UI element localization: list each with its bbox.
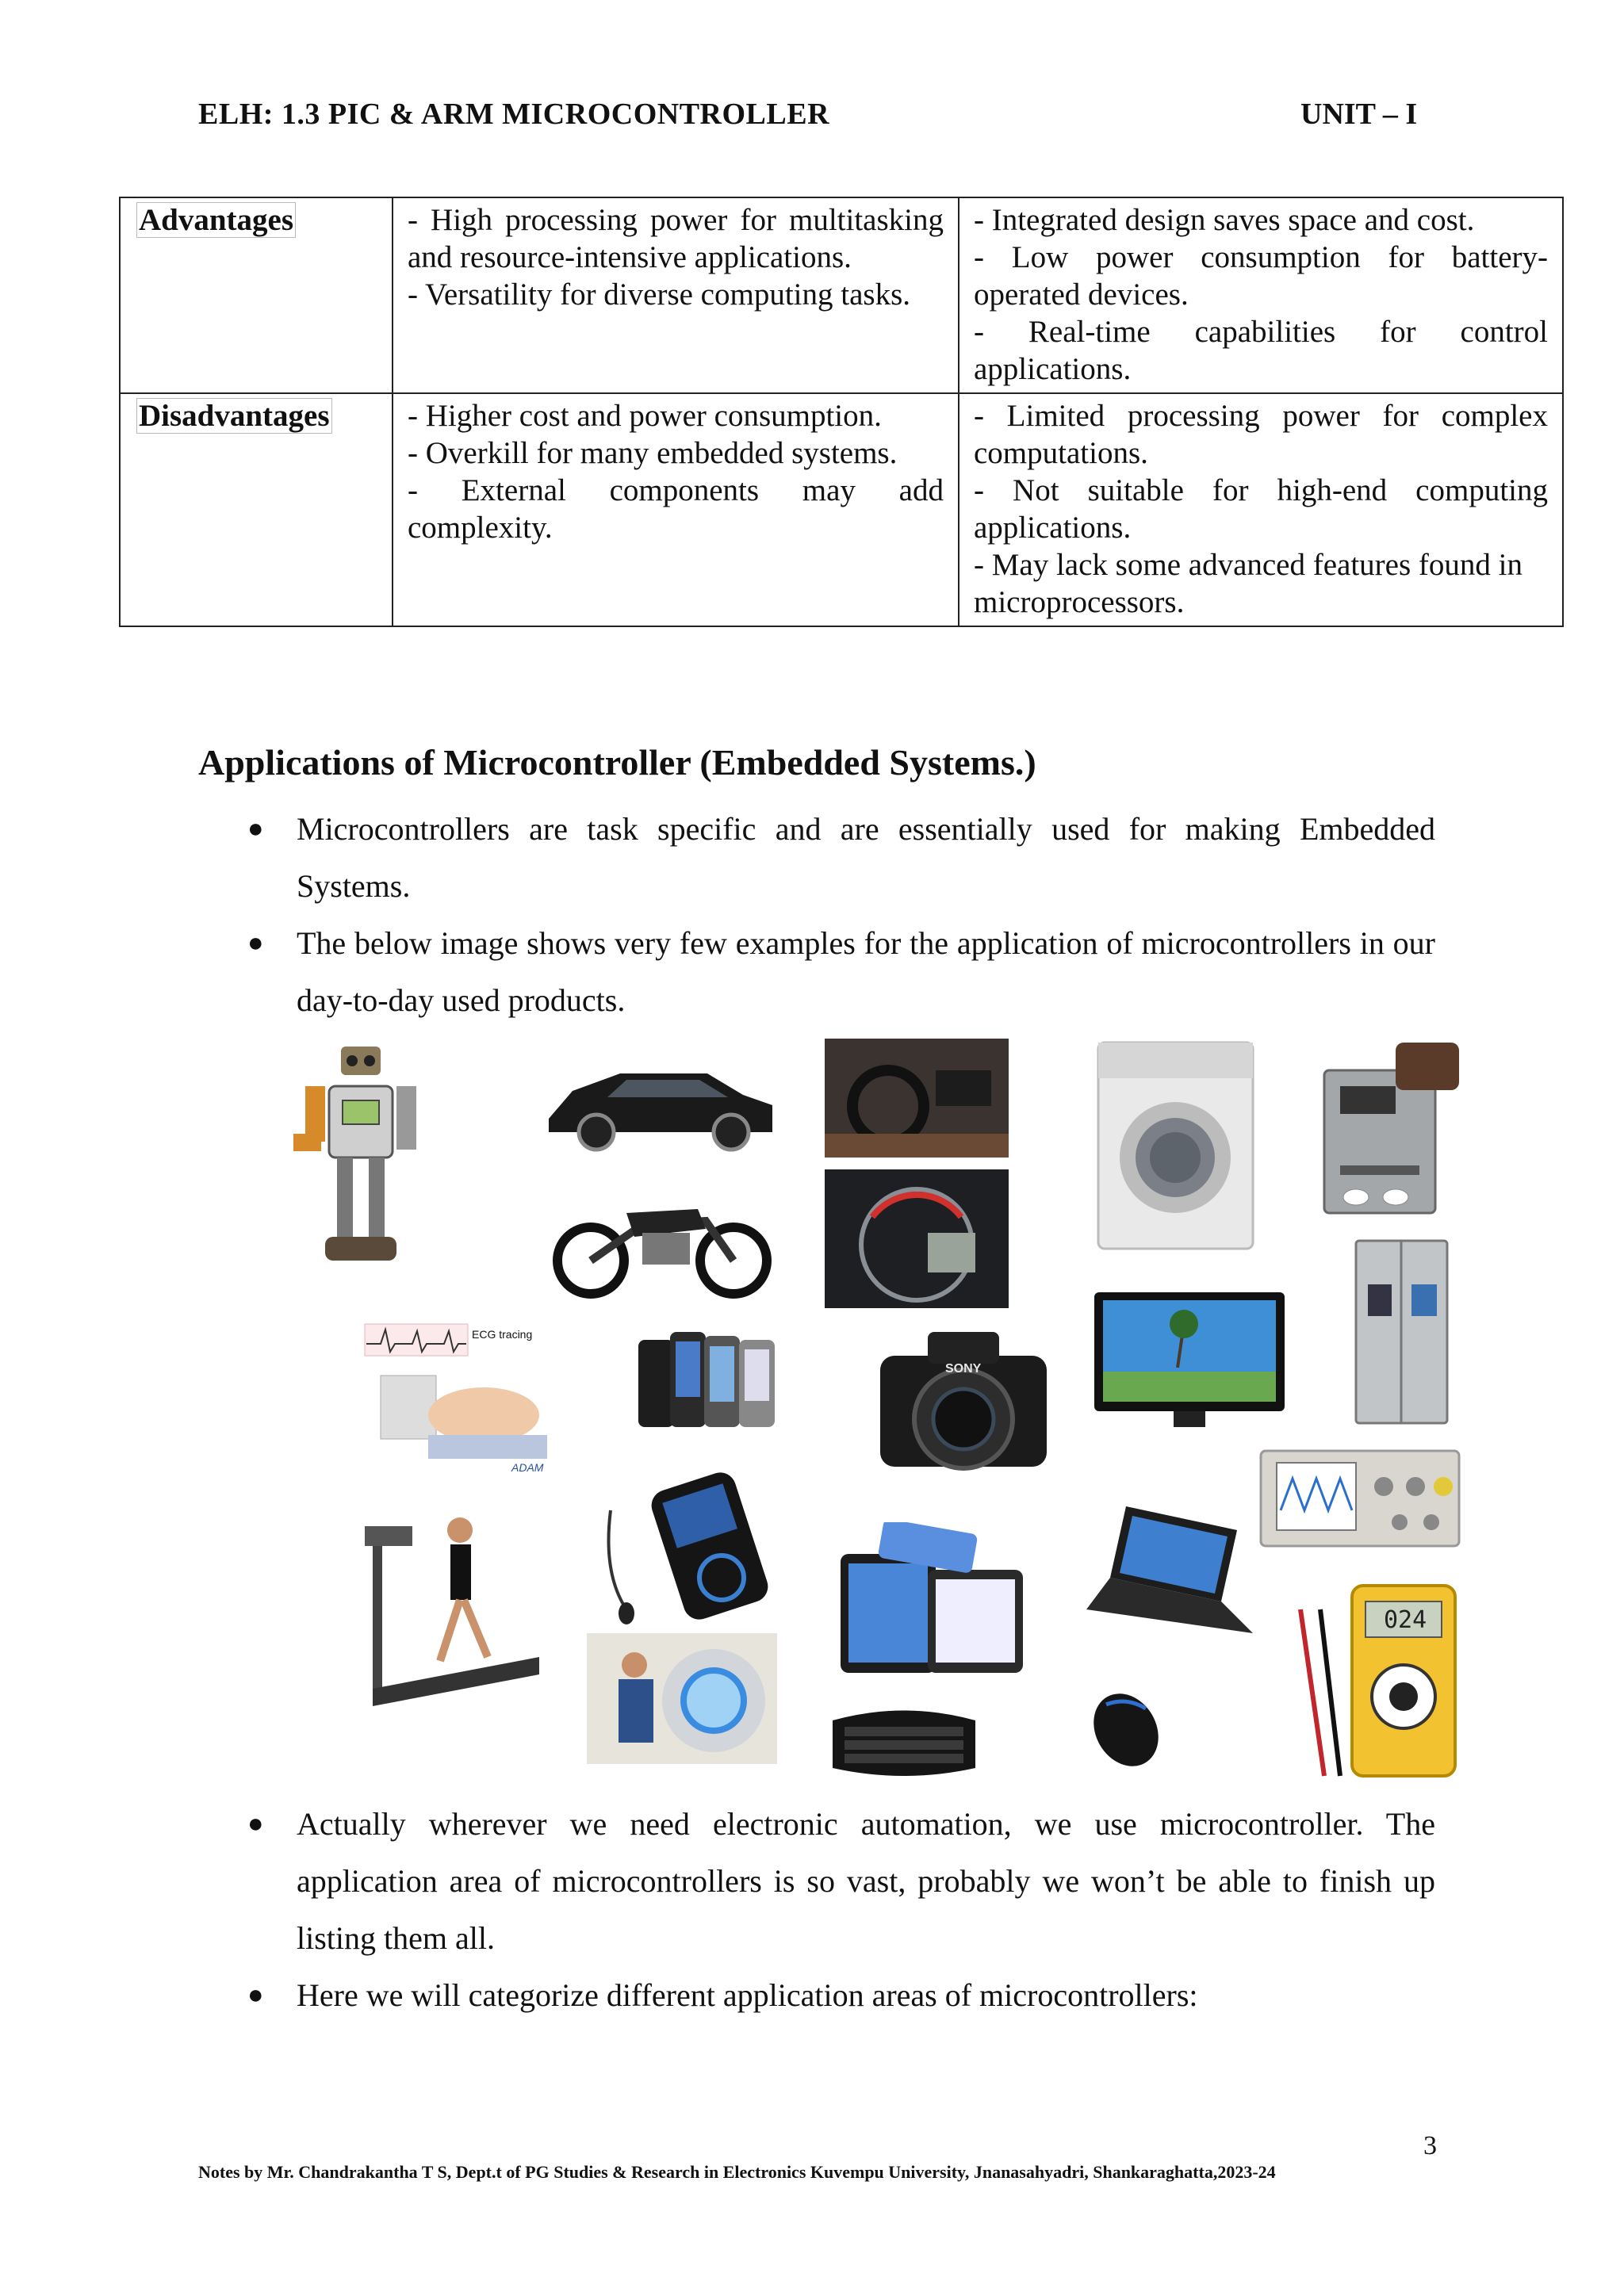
mp3-player-image [595, 1463, 785, 1629]
table-line: microprocessors. [974, 585, 1185, 619]
ecg-patient-image [357, 1320, 555, 1479]
list-item: ● Here we will categorize different application areas of microcontrollers: [198, 1967, 1435, 2024]
adam-logo: ADAM [511, 1461, 544, 1474]
row-label-disadvantages: Disadvantages [120, 393, 393, 626]
bullet-icon: ● [247, 814, 264, 844]
table-line: operated devices. [974, 277, 1189, 312]
applications-collage [285, 1031, 1491, 1792]
list-item: ● The below image shows very few examples for the application of microcontrollers in our day-to-day used products. [198, 915, 1435, 1029]
table-line: - Not suitable for high-end computing [974, 473, 1548, 507]
table-line: - High processing power for multitasking [408, 203, 944, 237]
motorcycle-image [547, 1169, 777, 1304]
cell-microcontroller-advantages [959, 197, 1563, 393]
table-line: and resource-intensive applications. [408, 240, 852, 274]
oscilloscope-image [1257, 1447, 1463, 1550]
multimeter-image [1277, 1578, 1467, 1784]
bullet-list-bottom [198, 1796, 1435, 2024]
table-row-advantages [120, 197, 1563, 393]
treadmill-image [349, 1498, 547, 1712]
mri-scanner-image [587, 1633, 777, 1764]
table-line: - Limited processing power for complex [974, 399, 1548, 433]
table-line: - Versatility for diverse computing tasks. [408, 277, 910, 312]
tablets-image [833, 1522, 1039, 1681]
bullet-icon: ● [247, 1809, 264, 1839]
comparison-table [119, 197, 1564, 627]
cell-microprocessor-disadvantages [393, 393, 959, 626]
footer-note: Notes by Mr. Chandrakantha T S, Dept.t of PG Studies & Research in Electronics Kuvempu University, Jnanasahyadri, Shankaraghatta,2023-24 [198, 2162, 1276, 2182]
table-line: - Overkill for many embedded systems. [408, 436, 898, 470]
ecg-label: ECG tracing [472, 1328, 533, 1341]
multimeter-display: 024 [1384, 1606, 1427, 1634]
table-line: applications. [974, 511, 1132, 545]
list-item: ● Microcontrollers are task specific and are essentially used for making Embedded Systems. [198, 801, 1435, 915]
table-line: - Low power consumption for battery- [974, 240, 1548, 274]
camera-brand-label: SONY [945, 1362, 982, 1376]
washing-machine-image [1094, 1039, 1257, 1253]
table-line: - Real-time capabilities for control [974, 315, 1548, 349]
coffee-machine-image [1308, 1039, 1467, 1221]
car-dashboard-image [825, 1039, 1009, 1158]
table-line: computations. [974, 436, 1148, 470]
table-line: applications. [974, 352, 1132, 386]
keyboard-image [825, 1697, 983, 1784]
bullet-list-top [198, 801, 1435, 1029]
row-label-advantages: Advantages [120, 197, 393, 393]
table-line: complexity. [408, 511, 553, 545]
header-unit: UNIT – I [1300, 98, 1418, 131]
list-item: ● Actually wherever we need electronic automation, we use microcontroller. The application area of microcontrollers is so vast, probably we won’t be able to finish up listing them all. [198, 1796, 1435, 1967]
refrigerator-image [1352, 1237, 1451, 1427]
table-line: - External components may add [408, 473, 944, 507]
laptop-image [1078, 1498, 1261, 1657]
section-heading: Applications of Microcontroller (Embedded Systems.) [198, 742, 1036, 783]
bullet-icon: ● [247, 928, 264, 958]
mobile-phones-image [634, 1324, 781, 1443]
cell-microprocessor-advantages [393, 197, 959, 393]
table-line: - Integrated design saves space and cost. [974, 203, 1475, 237]
table-line: - May lack some advanced features found in [974, 548, 1522, 582]
header-course-title: ELH: 1.3 PIC & ARM MICROCONTROLLER [198, 98, 830, 131]
car-image [541, 1043, 779, 1162]
table-row-disadvantages [120, 393, 1563, 626]
robot-image [293, 1039, 428, 1276]
speedometer-image [825, 1169, 1009, 1308]
mouse-image [1067, 1681, 1185, 1772]
table-line: - Higher cost and power consumption. [408, 399, 882, 433]
camera-image [864, 1316, 1063, 1490]
page-number: 3 [1423, 2131, 1437, 2160]
bullet-icon: ● [247, 1980, 264, 2010]
cell-microcontroller-disadvantages [959, 393, 1563, 626]
television-image [1090, 1288, 1289, 1439]
